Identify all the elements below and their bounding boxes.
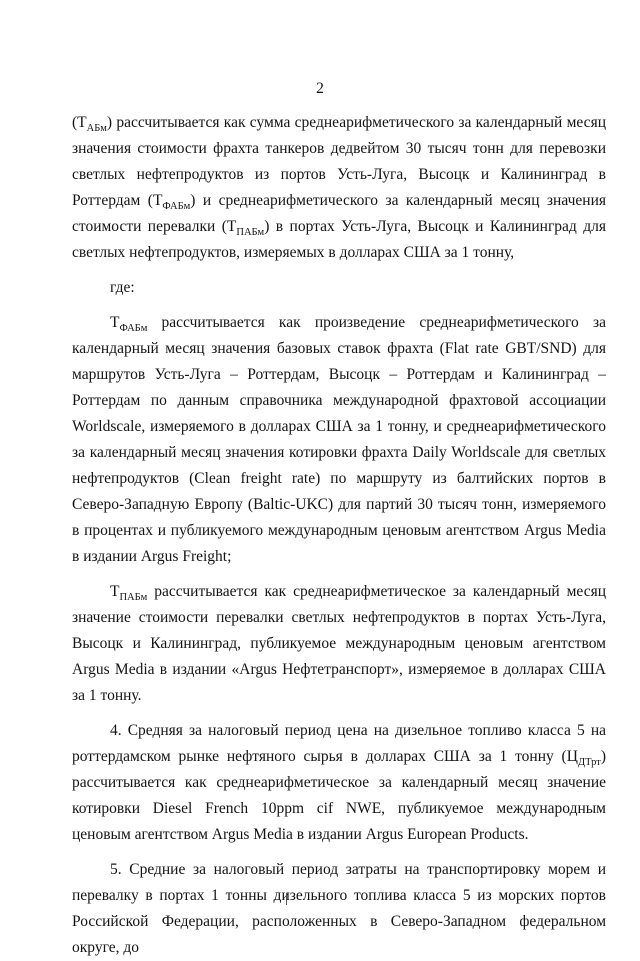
paragraph-5: 5. Средние за налоговый период затраты на транспортировку морем и перевалку в портах 1 тонны дизельного топлива класса 5 из морских портов Российской Федерации, расположенных в Северо-Западном федеральном округе, до bbox=[72, 861, 606, 956]
symbol-t: Т bbox=[110, 583, 120, 600]
paragraph-text: рассчитывается как произведение среднеарифметического за календарный месяц значения базовых ставок фрахта (Flat rate GBT/SND) для маршрутов Усть-Луга – Роттердам, Высоцк – Роттердам и Калининград – Роттердам по данным справочника международной фрахтовой ассоциации Worldscale, измеряемого в долларах США за 1 тонну, и среднеарифметического за календарный месяц значения котировки фрахта Daily Worldscale для светлых нефтепродуктов (Clean freight rate) по маршруту из балтийских портов в Северо-Западную Европу (Baltic-UKC) для партий 30 тысяч тонн, измеряемого в процентах и публикуемого международным ценовым агентством Argus Media в издании Argus Freight; bbox=[72, 314, 606, 565]
subscript-dtrt: ДТрт bbox=[577, 757, 601, 768]
paragraph-text: рассчитывается как среднеарифметическое за календарный месяц значение стоимости перевалки светлых нефтепродуктов в портах Усть-Луга, Высоцк и Калининград, публикуемое международным ценовым агентством Argus Media в издании «Argus Нефтетранспорт», измеряемое в долларах США за 1 тонну. bbox=[72, 583, 607, 704]
scan-artifact-mark bbox=[286, 893, 292, 905]
paragraph-tabm-definition bbox=[72, 110, 606, 266]
symbol-t: Т bbox=[152, 192, 163, 209]
paragraph-text: ) рассчитывается как среднеарифметическое за календарный месяц значение котировки Diesel French 10ppm cif NWE, публикуемое международным ценовым агентством Argus Media в издании Argus European Products. bbox=[72, 748, 606, 843]
open-paren: ( bbox=[72, 114, 78, 131]
paragraph-4 bbox=[72, 718, 606, 848]
symbol-t: Т bbox=[226, 218, 237, 235]
subscript-pabm: ПАБм bbox=[236, 227, 265, 238]
symbol-t: Т bbox=[110, 314, 120, 331]
symbol-c: Ц bbox=[566, 748, 578, 765]
paragraph-text: ) рассчитывается как сумма среднеарифметического за календарный месяц значения стоимости фрахта танкеров дедвейтом 30 тысяч тонн для перевозки светлых нефтепродуктов из портов Усть-Луга, Высоцк и Калининград в Роттердам ( bbox=[72, 114, 606, 209]
page-number: 2 bbox=[316, 80, 324, 97]
document-body bbox=[72, 110, 606, 961]
subscript-fabm: ФАБм bbox=[162, 201, 191, 212]
paragraph-text: 4. Средняя за налоговый период цена на дизельное топливо класса 5 на роттердамском рынке нефтяного сырья в долларах США за 1 тонну ( bbox=[72, 722, 606, 765]
subscript-fabm: ФАБм bbox=[119, 323, 148, 334]
paragraph-tfabm bbox=[72, 310, 606, 570]
paragraph-tpabm bbox=[72, 579, 606, 709]
paragraph-text: ) в портах Усть-Луга, Высоцк и Калининград для светлых нефтепродуктов, измеряемых в долларах США за 1 тонну, bbox=[72, 218, 606, 261]
where-label: где: bbox=[110, 279, 135, 296]
symbol-t: Т bbox=[77, 114, 87, 131]
subscript-abm: АБм bbox=[86, 123, 107, 134]
subscript-pabm: ПАБм bbox=[119, 592, 148, 603]
paragraph-text: ) и среднеарифметического за календарный месяц значения стоимости перевалки ( bbox=[72, 192, 606, 235]
